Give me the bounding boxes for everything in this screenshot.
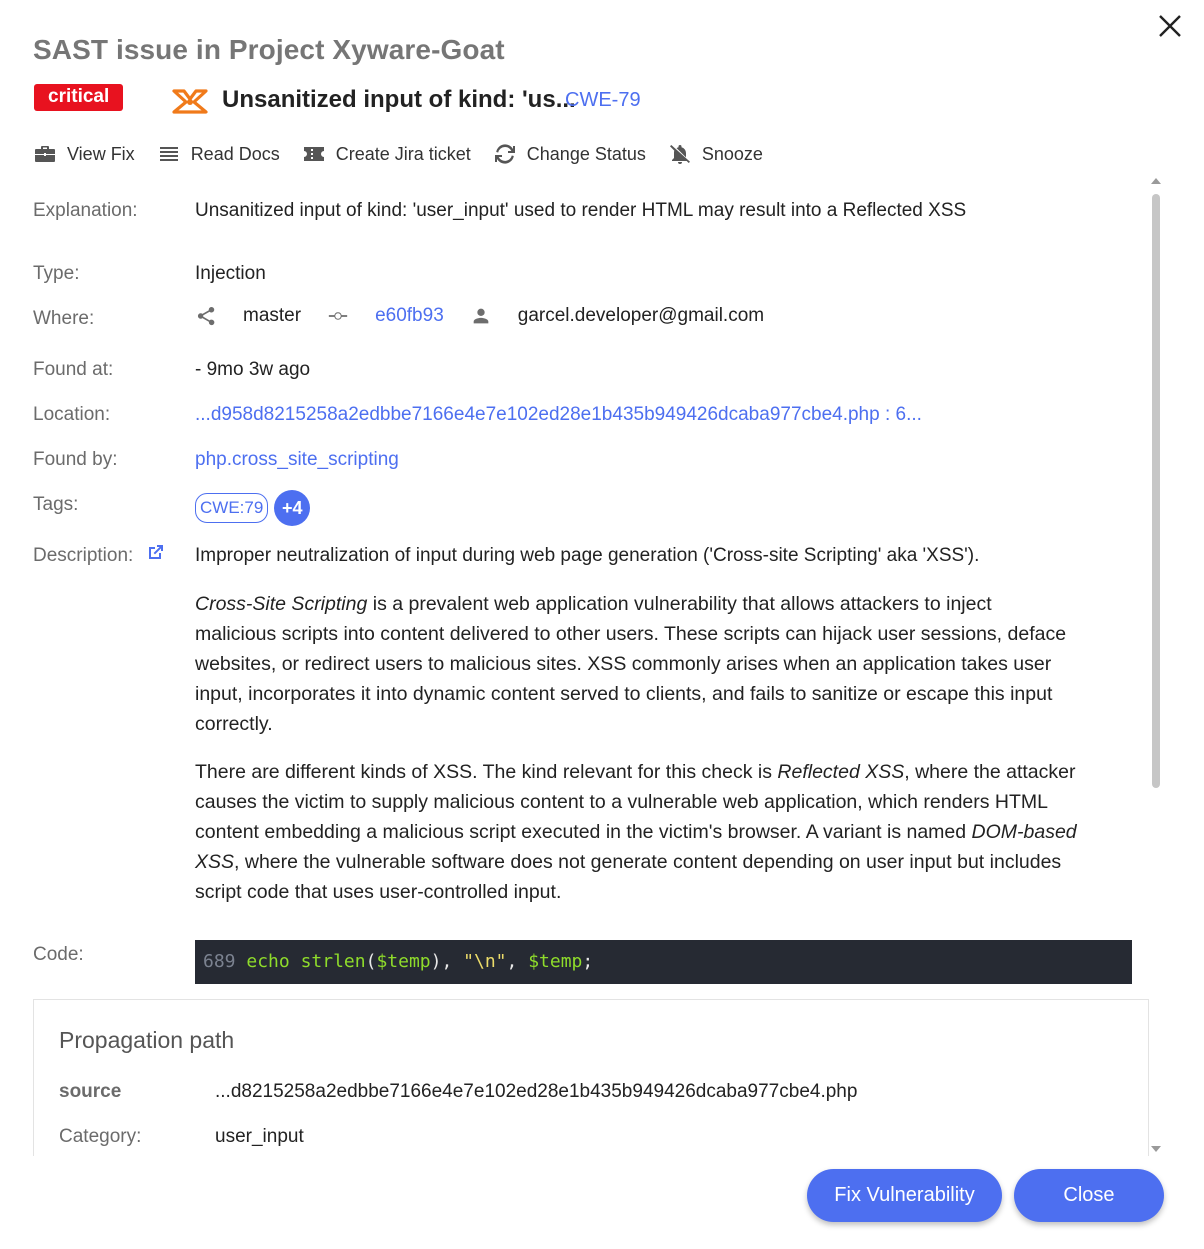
- para1-line4: input, incorporates it into dynamic content served to clients, and fails to sanitize or escape this input: [195, 683, 1053, 705]
- create-jira-button[interactable]: [302, 142, 471, 166]
- view-fix-label: View Fix: [67, 143, 135, 164]
- para2-line3-emphasis: DOM-based: [971, 821, 1077, 843]
- description-label: Description:: [33, 545, 134, 566]
- code-punct-3: ,: [506, 951, 529, 972]
- severity-badge: critical: [34, 84, 123, 111]
- action-toolbar: [33, 140, 785, 168]
- scroll-down-arrow-icon[interactable]: [1151, 1146, 1161, 1152]
- description-paragraph-1: [195, 589, 1150, 739]
- create-jira-label: Create Jira ticket: [335, 143, 471, 164]
- para2-line1a: There are different kinds of XSS. The kind relevant for this check is: [195, 761, 778, 783]
- code-variable-1: $temp: [376, 951, 431, 972]
- open-external-icon[interactable]: [146, 544, 164, 562]
- found-at-label: Found at:: [33, 359, 114, 380]
- scroll-up-arrow-icon[interactable]: [1151, 178, 1161, 184]
- bell-off-icon: [668, 142, 692, 166]
- code-string: "\n": [463, 951, 507, 972]
- commit-icon: [327, 305, 349, 327]
- scrollbar[interactable]: [1149, 178, 1163, 1156]
- read-docs-button[interactable]: [157, 142, 280, 166]
- para2-line5: script code that uses user-controlled input.: [195, 881, 562, 903]
- para2-line3a: content embedding a malicious script executed in the victim's browser. A variant is named: [195, 821, 972, 843]
- found-by-link[interactable]: php.cross_site_scripting: [195, 449, 399, 470]
- para2-line4-emphasis: XSS: [195, 851, 235, 873]
- dialog-title: SAST issue in Project Xyware-Goat: [33, 34, 505, 65]
- person-icon: [470, 305, 492, 327]
- description-summary: Improper neutralization of input during web page generation ('Cross-site Scripting' aka 'XSS').: [195, 545, 980, 566]
- where-row: [195, 305, 790, 327]
- vulnerability-icon: [172, 88, 208, 114]
- snooze-button[interactable]: [668, 142, 763, 166]
- type-label: Type:: [33, 263, 80, 284]
- where-label: Where:: [33, 308, 95, 329]
- close-dialog-icon[interactable]: [1152, 8, 1188, 44]
- author-email: garcel.developer@gmail.com: [517, 305, 765, 326]
- source-label: source: [59, 1081, 122, 1102]
- para2-line1-emphasis: Reflected XSS: [777, 761, 905, 783]
- code-label: Code:: [33, 944, 84, 965]
- code-punct-4: ;: [582, 951, 594, 972]
- para1-line3: websites, or redirect users to malicious sites. XSS commonly arises when an application takes user: [195, 653, 1052, 675]
- para1-line2: malicious scripts into content delivered to other users. These scripts can hijack user sessions, deface: [195, 623, 1067, 645]
- type-value: Injection: [195, 263, 266, 284]
- details-scroll-area[interactable]: [0, 178, 1164, 1156]
- code-line-number: 689: [203, 951, 236, 972]
- briefcase-icon: [33, 142, 57, 166]
- category-value: user_input: [215, 1126, 304, 1147]
- tag-chip[interactable]: CWE:79: [195, 493, 268, 523]
- para2-line1b: , where the attacker: [904, 761, 1076, 783]
- list-lines-icon: [157, 142, 181, 166]
- close-button[interactable]: Close: [1014, 1169, 1164, 1222]
- branch-name: master: [243, 305, 302, 326]
- description-paragraph-2: [195, 757, 1150, 907]
- category-label: Category:: [59, 1126, 142, 1147]
- location-label: Location:: [33, 404, 111, 425]
- para1-emphasis: Cross-Site Scripting: [195, 593, 368, 615]
- change-status-label: Change Status: [526, 143, 646, 164]
- para1-line1: is a prevalent web application vulnerability that allows attackers to inject: [367, 593, 992, 615]
- cwe-link[interactable]: CWE-79: [565, 89, 641, 111]
- para2-line4b: , where the vulnerable software does not generate content depending on user input but includes: [234, 851, 1062, 873]
- propagation-title: Propagation path: [59, 1027, 235, 1053]
- issue-title: Unsanitized input of kind: 'us...: [222, 86, 576, 113]
- view-fix-button[interactable]: [33, 142, 135, 166]
- read-docs-label: Read Docs: [190, 143, 280, 164]
- more-tags-badge[interactable]: +4: [274, 490, 310, 526]
- tags-row: [195, 490, 310, 526]
- refresh-icon: [493, 142, 517, 166]
- scrollbar-thumb[interactable]: [1152, 194, 1160, 788]
- explanation-label: Explanation:: [33, 200, 138, 221]
- propagation-path-panel: [33, 999, 1149, 1156]
- ticket-icon: [302, 142, 326, 166]
- code-snippet: [195, 940, 1132, 984]
- code-punct-2: ),: [430, 951, 464, 972]
- code-variable-2: $temp: [528, 951, 583, 972]
- fix-vulnerability-button[interactable]: Fix Vulnerability: [807, 1169, 1002, 1222]
- location-link[interactable]: ...d958d8215258a2edbbe7166e4e7e102ed28e1b435b949426dcaba977cbe4.php : 6...: [195, 404, 922, 425]
- found-by-label: Found by:: [33, 449, 118, 470]
- explanation-value: Unsanitized input of kind: 'user_input' used to render HTML may result into a Reflected XSS: [195, 200, 967, 221]
- found-at-value: - 9mo 3w ago: [195, 359, 311, 380]
- snooze-label: Snooze: [701, 143, 763, 164]
- para2-line2: causes the victim to supply malicious content to a vulnerable web application, which renders HTML: [195, 791, 1049, 813]
- code-function: strlen: [300, 951, 366, 972]
- tags-label: Tags:: [33, 494, 79, 515]
- source-value: ...d8215258a2edbbe7166e4e7e102ed28e1b435b949426dcaba977cbe4.php: [215, 1081, 858, 1102]
- code-keyword: echo: [246, 951, 290, 972]
- change-status-button[interactable]: [493, 142, 646, 166]
- share-icon: [195, 305, 217, 327]
- para1-line5: correctly.: [195, 713, 273, 735]
- code-punct-1: (: [365, 951, 377, 972]
- commit-link[interactable]: e60fb93: [375, 305, 444, 326]
